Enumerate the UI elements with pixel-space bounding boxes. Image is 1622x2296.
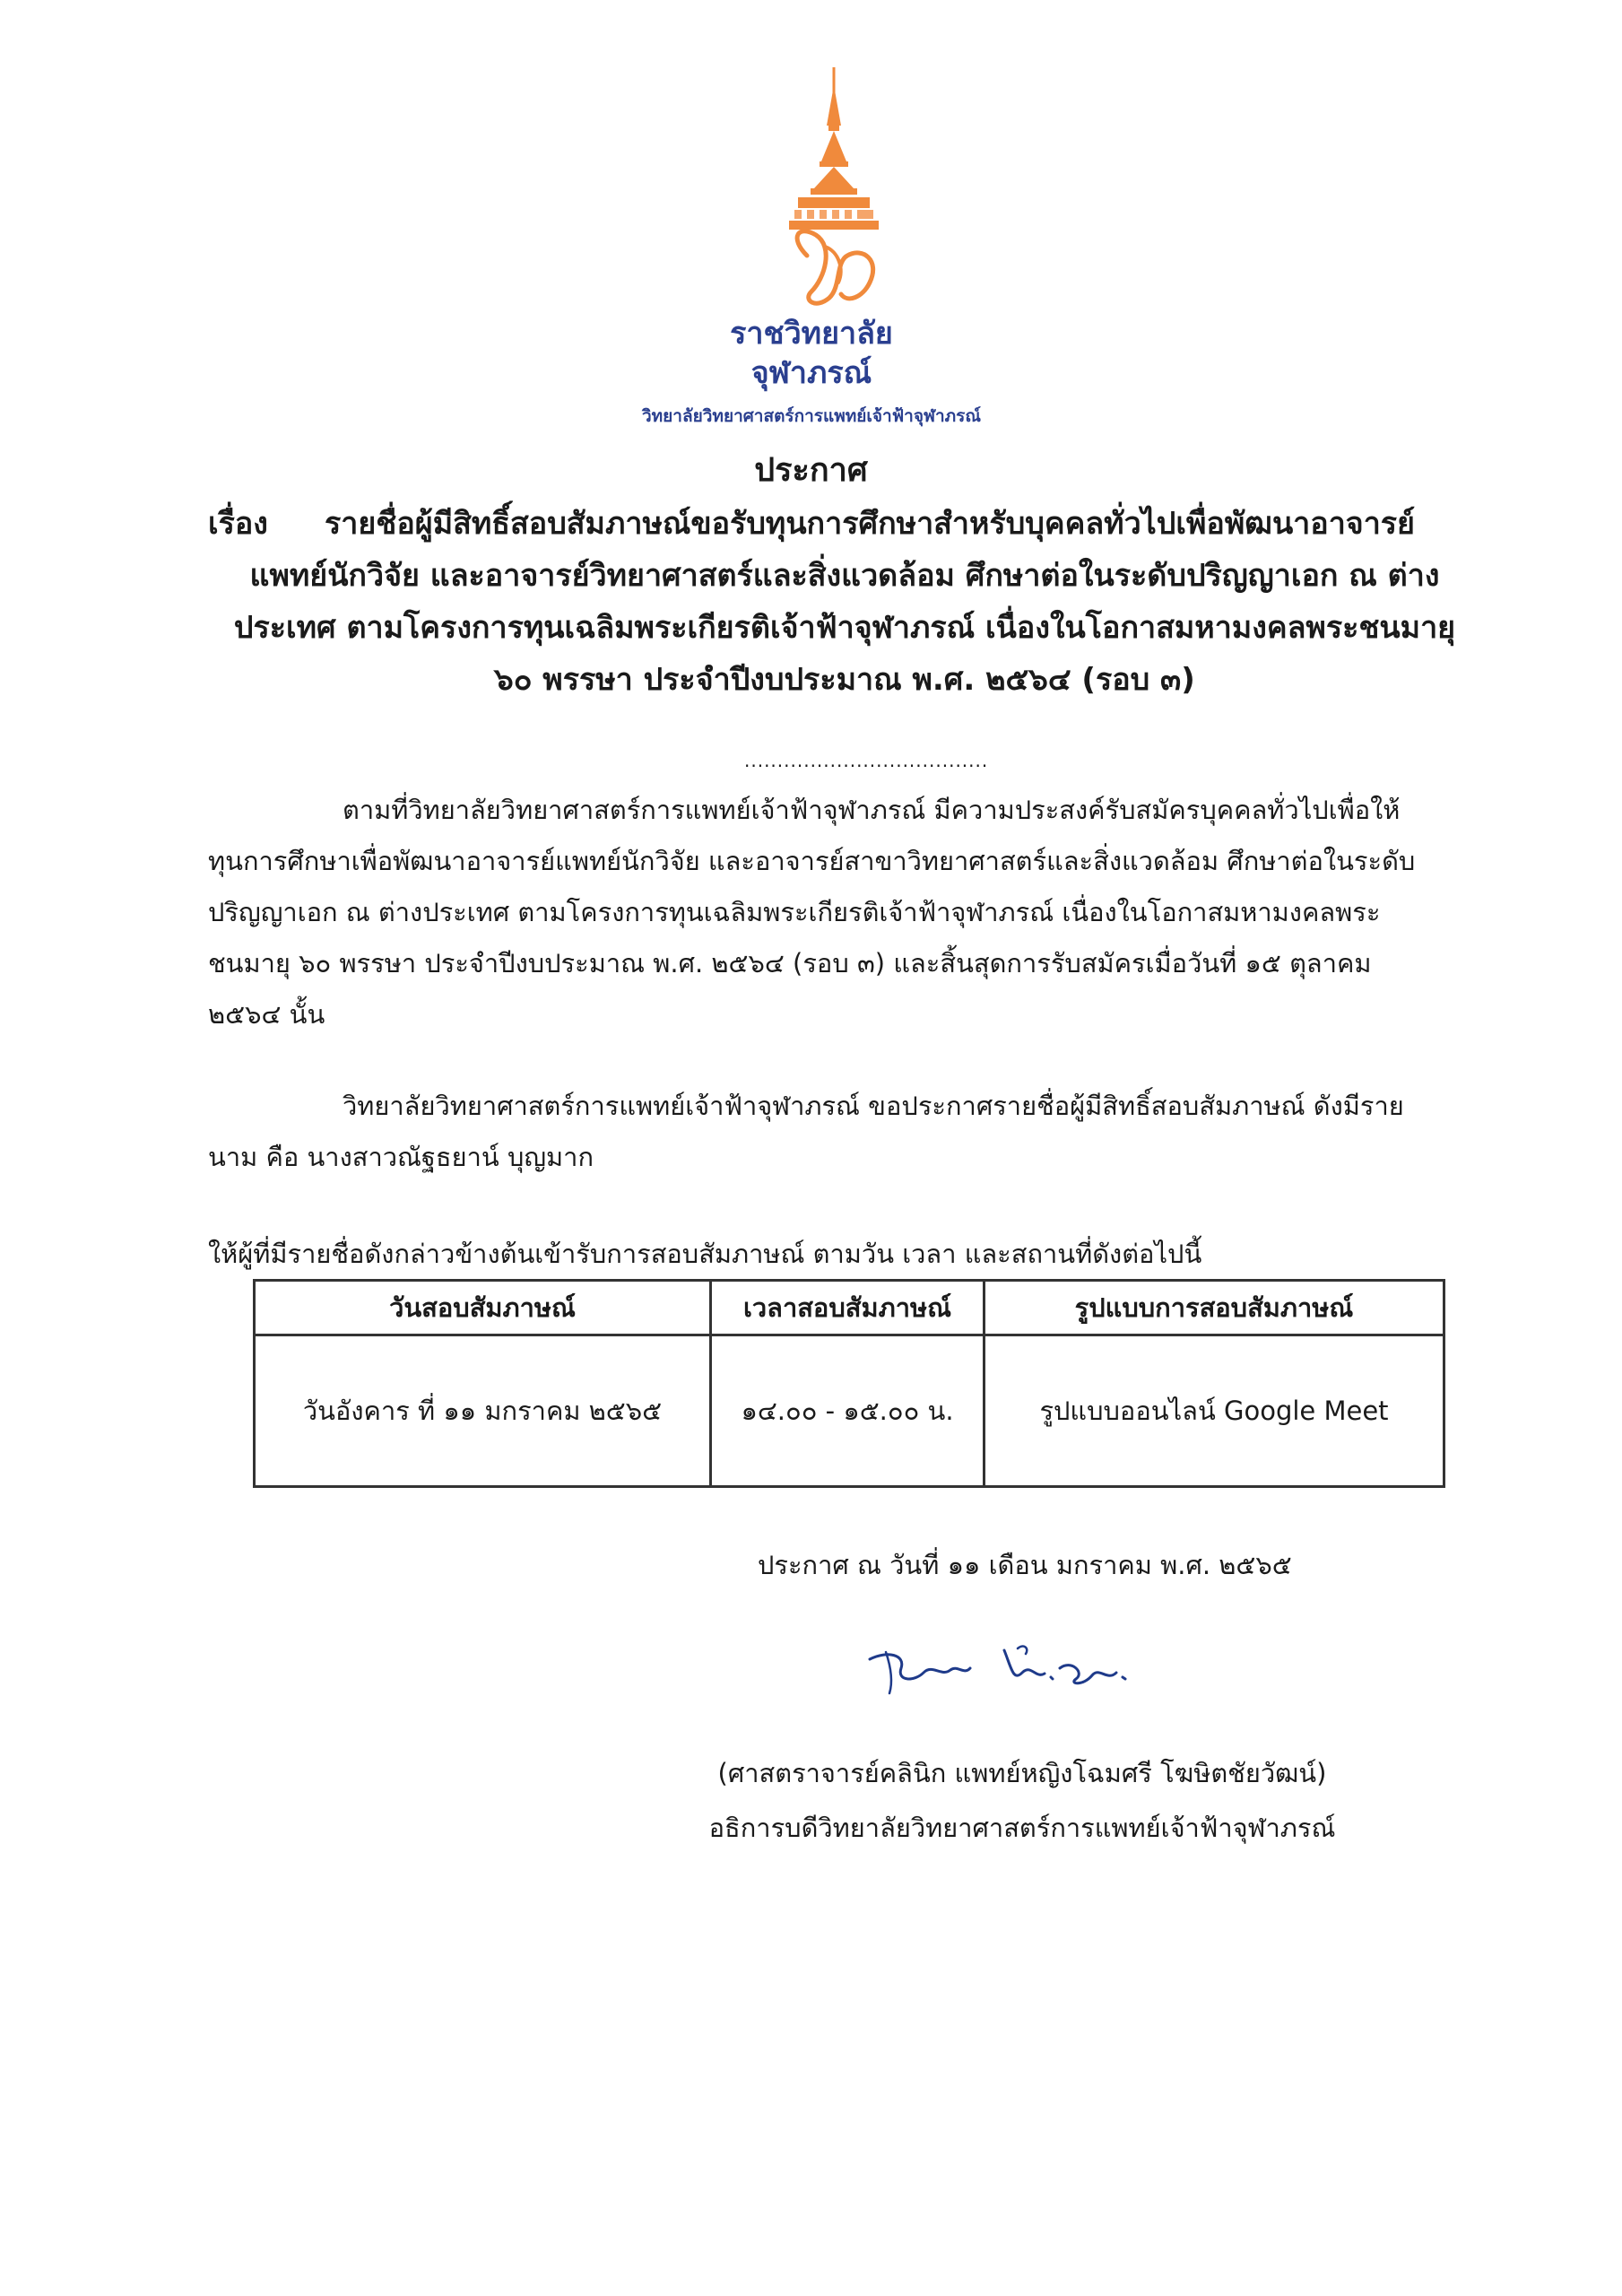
- subject-block: [208, 498, 1481, 706]
- paragraph-1-line: ปริญญาเอก ณ ต่างประเทศ ตามโครงการทุนเฉลิมพระเกียรติเจ้าฟ้าจุฬาภรณ์ เนื่องในโอกาสมหามงคลพระ: [208, 897, 1381, 927]
- paragraph-1-line: ทุนการศึกษาเพื่อพัฒนาอาจารย์แพทย์นักวิจัย และอาจารย์สาขาวิทยาศาสตร์และสิ่งแวดล้อม ศึกษาต่อในระดับ: [208, 846, 1416, 876]
- subject-line-1: [208, 498, 1481, 550]
- handwritten-signature: [861, 1632, 1157, 1704]
- paragraph-1-line: [208, 785, 1481, 836]
- subject-line-2: แพทย์นักวิจัย และอาจารย์วิทยาศาสตร์และสิ่งแวดล้อม ศึกษาต่อในระดับปริญญาเอก ณ ต่าง: [249, 558, 1440, 594]
- royal-crown-emblem-icon: [762, 63, 906, 332]
- paragraph-2-text: วิทยาลัยวิทยาศาสตร์การแพทย์เจ้าฟ้าจุฬาภรณ์ ขอประกาศรายชื่อผู้มีสิทธิ์สอบสัมภาษณ์ ดังมีราย: [343, 1091, 1404, 1121]
- paragraph-1: [208, 785, 1481, 1040]
- cell-time: ๑๔.๐๐ - ๑๕.๐๐ น.: [711, 1335, 984, 1487]
- college-logo: [762, 63, 906, 332]
- announcement-title: ประกาศ: [754, 452, 868, 489]
- logo-subtitle: วิทยาลัยวิทยาศาสตร์การแพทย์เจ้าฟ้าจุฬาภรณ์: [641, 406, 981, 426]
- announce-date: ประกาศ ณ วันที่ ๑๑ เดือน มกราคม พ.ศ. ๒๕๖๕: [758, 1550, 1292, 1580]
- paragraph-1-line: ชนมายุ ๖๐ พรรษา ประจำปีงบประมาณ พ.ศ. ๒๕๖๔ (รอบ ๓) และสิ้นสุดการรับสมัครเมื่อวันที่ ๑๕ ตุลาคม: [208, 948, 1372, 978]
- cell-date: วันอังคาร ที่ ๑๑ มกราคม ๒๕๖๕: [255, 1335, 711, 1487]
- paragraph-1-line: ๒๕๖๔ นั้น: [208, 999, 325, 1030]
- signer-position: อธิการบดีวิทยาลัยวิทยาศาสตร์การแพทย์เจ้าฟ้าจุฬาภรณ์: [708, 1813, 1336, 1843]
- paragraph-1-text: ตามที่วิทยาลัยวิทยาศาสตร์การแพทย์เจ้าฟ้าจุฬาภรณ์ มีความประสงค์รับสมัครบุคคลทั่วไปเพื่อให้: [343, 795, 1401, 825]
- header-format: รูปแบบการสอบสัมภาษณ์: [984, 1281, 1444, 1335]
- paragraph-2-line: [208, 1081, 1481, 1132]
- header-time: เวลาสอบสัมภาษณ์: [711, 1281, 984, 1335]
- paragraph-2: [208, 1081, 1481, 1183]
- separator-dots: .....................................: [744, 750, 989, 771]
- table-row: [255, 1335, 1444, 1487]
- logo-name-line1: ราชวิทยาลัย: [730, 316, 893, 352]
- subject-label: เรื่อง: [208, 506, 268, 542]
- paragraph-2-line: นาม คือ นางสาวณัฐธยาน์ บุญมาก: [208, 1142, 594, 1172]
- subject-text: รายชื่อผู้มีสิทธิ์สอบสัมภาษณ์ขอรับทุนการศึกษาสำหรับบุคคลทั่วไปเพื่อพัฒนาอาจารย์: [325, 506, 1415, 542]
- paragraph-3-line: ให้ผู้ที่มีรายชื่อดังกล่าวข้างต้นเข้ารับการสอบสัมภาษณ์ ตามวัน เวลา และสถานที่ดังต่อไปนี้: [208, 1239, 1202, 1269]
- cell-format: รูปแบบออนไลน์ Google Meet: [984, 1335, 1444, 1487]
- paragraph-3: [208, 1229, 1481, 1280]
- logo-name-line2: จุฬาภรณ์: [750, 355, 872, 391]
- table-header-row: [255, 1281, 1444, 1335]
- subject-line-3: ประเทศ ตามโครงการทุนเฉลิมพระเกียรติเจ้าฟ้าจุฬาภรณ์ เนื่องในโอกาสมหามงคลพระชนมายุ: [233, 610, 1456, 646]
- header-date: วันสอบสัมภาษณ์: [255, 1281, 711, 1335]
- signer-name: (ศาสตราจารย์คลินิก แพทย์หญิงโฉมศรี โฆษิตชัยวัฒน์): [717, 1758, 1327, 1788]
- subject-line-4: ๖๐ พรรษา ประจำปีงบประมาณ พ.ศ. ๒๕๖๔ (รอบ ๓): [494, 662, 1195, 698]
- interview-schedule-table: [253, 1279, 1445, 1488]
